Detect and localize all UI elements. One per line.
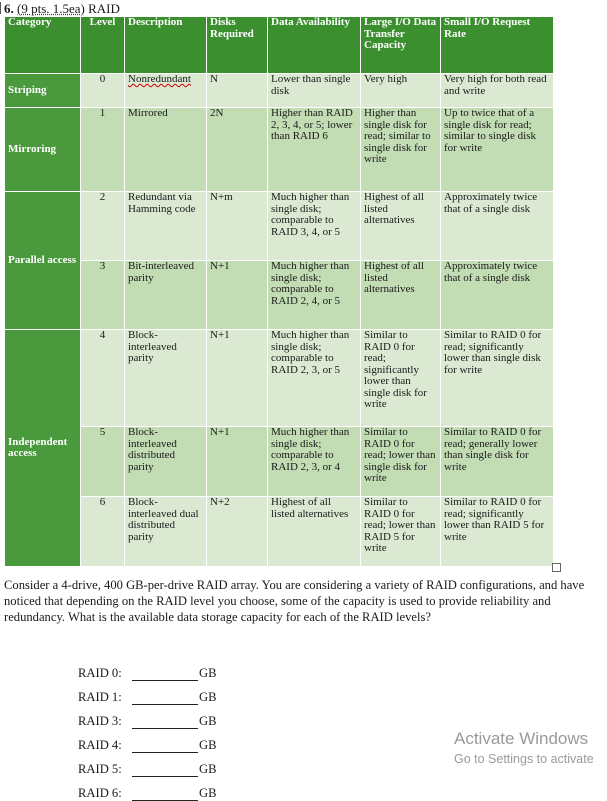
cell-large-io: Highest of all listed alternatives [361, 192, 441, 261]
table-row [5, 108, 554, 192]
question-prompt: Consider a 4-drive, 400 GB-per-drive RAID array. You are considering a variety of RAID configurations, and have noticed that depending on the RAID level you choose, some of the capacity is used to provide reliability and redundancy. What is the available data storage capacity for each of the RAID levels? [4, 578, 585, 624]
cell-description: Block-interleaved distributed parity [125, 427, 207, 497]
answer-blank-raid0[interactable] [132, 668, 198, 681]
cell-small-io: Approximately twice that of a single disk [441, 192, 554, 261]
answer-unit: GB [199, 690, 217, 704]
answer-row [78, 657, 217, 681]
table-row [5, 192, 554, 261]
question-points: (9 pts. 1.5ea) [17, 1, 85, 16]
watermark-subtitle: Go to Settings to activate [454, 752, 594, 766]
category-independent: Independent access [5, 330, 81, 567]
answer-blank-raid6[interactable] [132, 788, 198, 801]
cell-disks: N+m [207, 192, 268, 261]
cell-small-io: Similar to RAID 0 for read; significantly lower than RAID 5 for write [441, 497, 554, 567]
answer-blank-raid4[interactable] [132, 740, 198, 753]
header-large-io: Large I/O Data Transfer Capacity [361, 17, 441, 74]
answer-list [78, 657, 217, 801]
category-striping: Striping [5, 74, 81, 108]
answer-label: RAID 5: [78, 762, 122, 776]
watermark-title: Activate Windows [454, 729, 589, 748]
cell-level: 2 [81, 192, 125, 261]
answer-row [78, 681, 217, 705]
margin-bar [0, 2, 1, 14]
raid-levels-table [4, 16, 554, 567]
answer-blank-raid5[interactable] [132, 764, 198, 777]
answer-label: RAID 0: [78, 666, 122, 680]
header-description: Description [125, 17, 207, 74]
cell-large-io: Higher than single disk for read; similar to single disk for write [361, 108, 441, 192]
cell-description: Redundant via Hamming code [125, 192, 207, 261]
cell-availability: Highest of all listed alternatives [268, 497, 361, 567]
cell-description: Block-interleaved dual distributed parity [125, 497, 207, 567]
cell-disks: N+1 [207, 261, 268, 330]
cell-small-io: Similar to RAID 0 for read; significantly lower than single disk for write [441, 330, 554, 427]
answer-row [78, 777, 217, 801]
cell-large-io: Similar to RAID 0 for read; lower than single disk for write [361, 427, 441, 497]
header-level: Level [81, 17, 125, 74]
header-availability: Data Availability [268, 17, 361, 74]
cell-availability: Much higher than single disk; comparable to RAID 2, 3, or 4 [268, 427, 361, 497]
cell-disks: N+2 [207, 497, 268, 567]
cell-description: Mirrored [125, 108, 207, 192]
cell-level: 0 [81, 74, 125, 108]
table-row [5, 261, 554, 330]
cell-availability: Much higher than single disk; comparable to RAID 3, 4, or 5 [268, 192, 361, 261]
table-anchor-checkbox-icon[interactable] [552, 563, 561, 572]
header-small-io: Small I/O Request Rate [441, 17, 554, 74]
answer-unit: GB [199, 666, 217, 680]
table-row [5, 427, 554, 497]
cell-large-io: Similar to RAID 0 for read; significantly lower than single disk for write [361, 330, 441, 427]
answer-row [78, 729, 217, 753]
cell-level: 6 [81, 497, 125, 567]
cell-disks: N [207, 74, 268, 108]
answer-label: RAID 3: [78, 714, 122, 728]
cell-disks: 2N [207, 108, 268, 192]
answer-row [78, 705, 217, 729]
answer-row [78, 753, 217, 777]
cell-level: 5 [81, 427, 125, 497]
answer-label: RAID 6: [78, 786, 122, 800]
cell-small-io: Similar to RAID 0 for read; generally lower than single disk for write [441, 427, 554, 497]
cell-small-io: Approximately twice that of a single disk [441, 261, 554, 330]
cell-large-io: Very high [361, 74, 441, 108]
category-parallel: Parallel access [5, 192, 81, 330]
category-mirroring: Mirroring [5, 108, 81, 192]
cell-level: 3 [81, 261, 125, 330]
table-row [5, 497, 554, 567]
cell-level: 1 [81, 108, 125, 192]
answer-label: RAID 4: [78, 738, 122, 752]
cell-large-io: Similar to RAID 0 for read; lower than RAID 5 for write [361, 497, 441, 567]
cell-small-io: Very high for both read and write [441, 74, 554, 108]
question-number: 6. [4, 1, 14, 16]
cell-disks: N+1 [207, 330, 268, 427]
table-header-row [5, 17, 554, 74]
cell-small-io: Up to twice that of a single disk for read; similar to single disk for write [441, 108, 554, 192]
answer-unit: GB [199, 714, 217, 728]
cell-level: 4 [81, 330, 125, 427]
cell-disks: N+1 [207, 427, 268, 497]
answer-blank-raid1[interactable] [132, 692, 198, 705]
question-heading [4, 2, 120, 16]
table-row [5, 330, 554, 427]
answer-label: RAID 1: [78, 690, 122, 704]
cell-description [125, 74, 207, 108]
answer-unit: GB [199, 738, 217, 752]
header-disks: Disks Required [207, 17, 268, 74]
cell-large-io: Highest of all listed alternatives [361, 261, 441, 330]
cell-description-text: Nonredundant [128, 73, 191, 85]
activate-windows-watermark [454, 728, 594, 768]
cell-availability: Higher than RAID 2, 3, 4, or 5; lower than RAID 6 [268, 108, 361, 192]
answer-unit: GB [199, 762, 217, 776]
cell-description: Block-interleaved parity [125, 330, 207, 427]
answer-blank-raid3[interactable] [132, 716, 198, 729]
cell-availability: Much higher than single disk; comparable to RAID 2, 3, or 5 [268, 330, 361, 427]
cell-availability: Lower than single disk [268, 74, 361, 108]
answer-unit: GB [199, 786, 217, 800]
question-topic: RAID [88, 1, 120, 16]
header-category: Category [5, 17, 81, 74]
cell-availability: Much higher than single disk; comparable to RAID 2, 4, or 5 [268, 261, 361, 330]
cell-description: Bit-interleaved parity [125, 261, 207, 330]
table-row [5, 74, 554, 108]
